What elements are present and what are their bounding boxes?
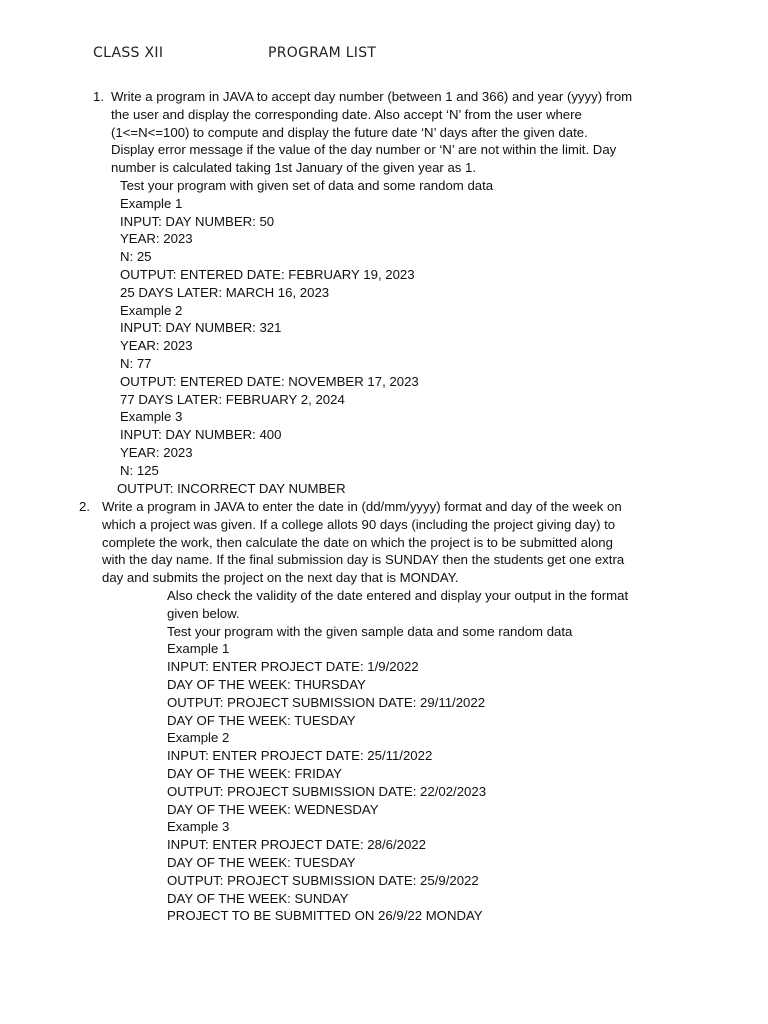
question-1-paragraph <box>111 88 632 177</box>
paragraph-line: with the day name. If the final submission day is SUNDAY then the students get one extra <box>102 552 625 568</box>
detail-line: INPUT: DAY NUMBER: 50 <box>120 213 275 229</box>
detail-line: OUTPUT: PROJECT SUBMISSION DATE: 29/11/2022 <box>167 694 486 710</box>
detail-line: DAY OF THE WEEK: THURSDAY <box>167 676 366 692</box>
detail-line: Test your program with the given sample data and some random data <box>167 623 573 639</box>
detail-line: Example 2 <box>167 730 230 746</box>
question-1-details <box>120 177 493 480</box>
detail-line: N: 25 <box>120 249 152 265</box>
detail-line: DAY OF THE WEEK: TUESDAY <box>167 854 356 870</box>
detail-line: DAY OF THE WEEK: WEDNESDAY <box>167 801 379 817</box>
detail-line: OUTPUT: PROJECT SUBMISSION DATE: 22/02/2023 <box>167 783 487 799</box>
detail-line: 25 DAYS LATER: MARCH 16, 2023 <box>120 284 330 300</box>
paragraph-line: complete the work, then calculate the date on which the project is to be submitted along <box>102 534 613 550</box>
question-1-number: 1. <box>93 89 104 104</box>
class-label: CLASS XII <box>93 45 164 61</box>
detail-line: INPUT: DAY NUMBER: 400 <box>120 427 282 443</box>
paragraph-line: Write a program in JAVA to enter the date in (dd/mm/yyyy) format and day of the week on <box>102 499 622 514</box>
detail-line: Example 1 <box>120 195 183 211</box>
detail-line: Example 3 <box>167 819 230 835</box>
paragraph-line: Write a program in JAVA to accept day number (between 1 and 366) and year (yyyy) from <box>111 89 633 104</box>
detail-line: INPUT: ENTER PROJECT DATE: 25/11/2022 <box>167 748 433 764</box>
detail-line: 77 DAYS LATER: FEBRUARY 2, 2024 <box>120 391 345 407</box>
detail-line: INPUT: ENTER PROJECT DATE: 1/9/2022 <box>167 659 419 675</box>
detail-line: OUTPUT: INCORRECT DAY NUMBER <box>117 481 346 496</box>
detail-line: Example 2 <box>120 302 183 318</box>
question-2-number: 2. <box>79 499 90 514</box>
detail-line: DAY OF THE WEEK: SUNDAY <box>167 890 349 906</box>
detail-line: INPUT: ENTER PROJECT DATE: 28/6/2022 <box>167 837 426 853</box>
paragraph-line: day and submits the project on the next day that is MONDAY. <box>102 570 459 586</box>
page-title: PROGRAM LIST <box>268 45 377 61</box>
detail-line: Example 1 <box>167 641 230 657</box>
detail-line: YEAR: 2023 <box>120 338 193 354</box>
detail-line: Example 3 <box>120 409 183 425</box>
paragraph-line: Display error message if the value of the day number or ‘N’ are not within the limit. Day <box>111 142 617 158</box>
question-1-last-line <box>117 480 346 498</box>
detail-line: N: 125 <box>120 462 159 478</box>
detail-line: YEAR: 2023 <box>120 231 193 247</box>
paragraph-line: which a project was given. If a college allots 90 days (including the project giving day) to <box>102 516 616 532</box>
detail-line: DAY OF THE WEEK: FRIDAY <box>167 765 342 781</box>
detail-line: DAY OF THE WEEK: TUESDAY <box>167 712 356 728</box>
question-2-paragraph <box>102 498 624 587</box>
question-2-details <box>167 587 628 925</box>
detail-line: PROJECT TO BE SUBMITTED ON 26/9/22 MONDAY <box>167 908 483 924</box>
detail-line: Also check the validity of the date entered and display your output in the format <box>167 588 629 603</box>
detail-line: N: 77 <box>120 355 152 371</box>
detail-line: OUTPUT: PROJECT SUBMISSION DATE: 25/9/2022 <box>167 872 479 888</box>
detail-line: OUTPUT: ENTERED DATE: FEBRUARY 19, 2023 <box>120 266 415 282</box>
paragraph-line: number is calculated taking 1st January of the given year as 1. <box>111 160 477 176</box>
detail-line: YEAR: 2023 <box>120 444 193 460</box>
detail-line: Test your program with given set of data and some random data <box>120 178 494 193</box>
detail-line: OUTPUT: ENTERED DATE: NOVEMBER 17, 2023 <box>120 373 419 389</box>
detail-line: INPUT: DAY NUMBER: 321 <box>120 320 282 336</box>
paragraph-line: (1<=N<=100) to compute and display the future date ‘N’ days after the given date. <box>111 124 588 140</box>
detail-line: given below. <box>167 605 240 621</box>
paragraph-line: the user and display the corresponding date. Also accept ‘N’ from the user where <box>111 106 582 122</box>
